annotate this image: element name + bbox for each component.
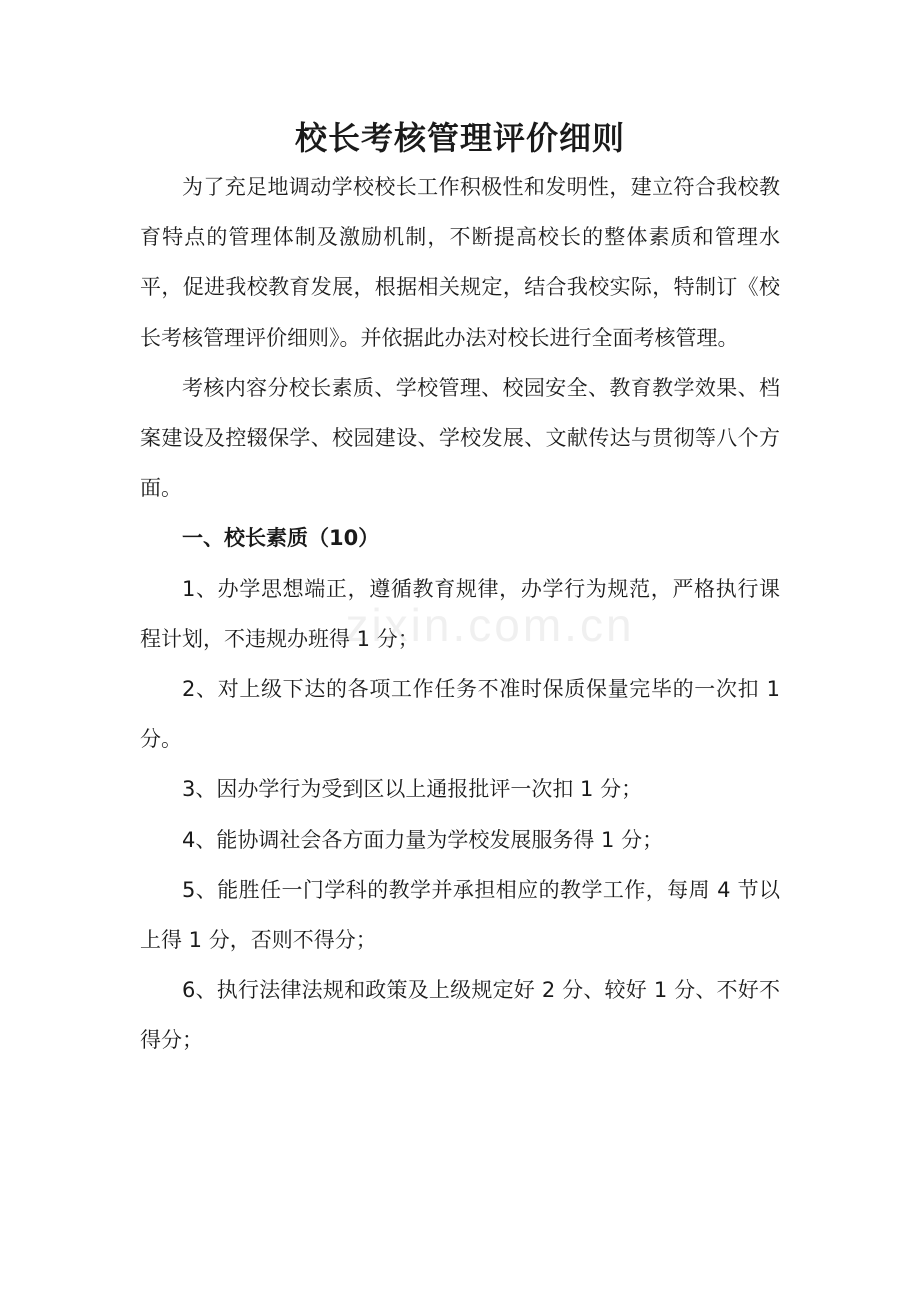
scope-paragraph: 考核内容分校长素质、学校管理、校园安全、教育教学效果、档案建设及控辍保学、校园建设、学校发展、文献传达与贯彻等八个方面。 <box>140 375 780 501</box>
watermark: zixin.com.cn <box>345 599 635 651</box>
list-item: 1、办学思想端正，遵循教育规律，办学行为规范，严格执行课程计划，不违规办班得 1 分； <box>140 576 780 651</box>
section-heading: 一、校长素质（10） <box>182 526 380 551</box>
list-item: 4、能协调社会各方面力量为学校发展服务得 1 分； <box>182 827 664 852</box>
list-item: 5、能胜任一门学科的教学并承担相应的教学工作，每周 4 节以上得 1 分，否则不得分； <box>140 877 780 953</box>
list-item: 3、因办学行为受到区以上通报批评一次扣 1 分； <box>182 777 643 802</box>
intro-paragraph: 为了充足地调动学校校长工作积极性和发明性，建立符合我校教育特点的管理体制及激励机制，不断提高校长的整体素质和管理水平，促进我校教育发展，根据相关规定，结合我校实际，特制订《校长考核管理评价细则》。并依据此办法对校长进行全面考核管理。 <box>140 175 780 350</box>
document-title: 校长考核管理评价细则 <box>294 119 625 157</box>
document-body <box>140 162 780 1066</box>
list-item: 6、执行法律法规和政策及上级规定好 2 分、较好 1 分、不好不得分； <box>140 978 780 1053</box>
list-item: 2、对上级下达的各项工作任务不准时保质保量完毕的一次扣 1 分。 <box>140 677 780 752</box>
